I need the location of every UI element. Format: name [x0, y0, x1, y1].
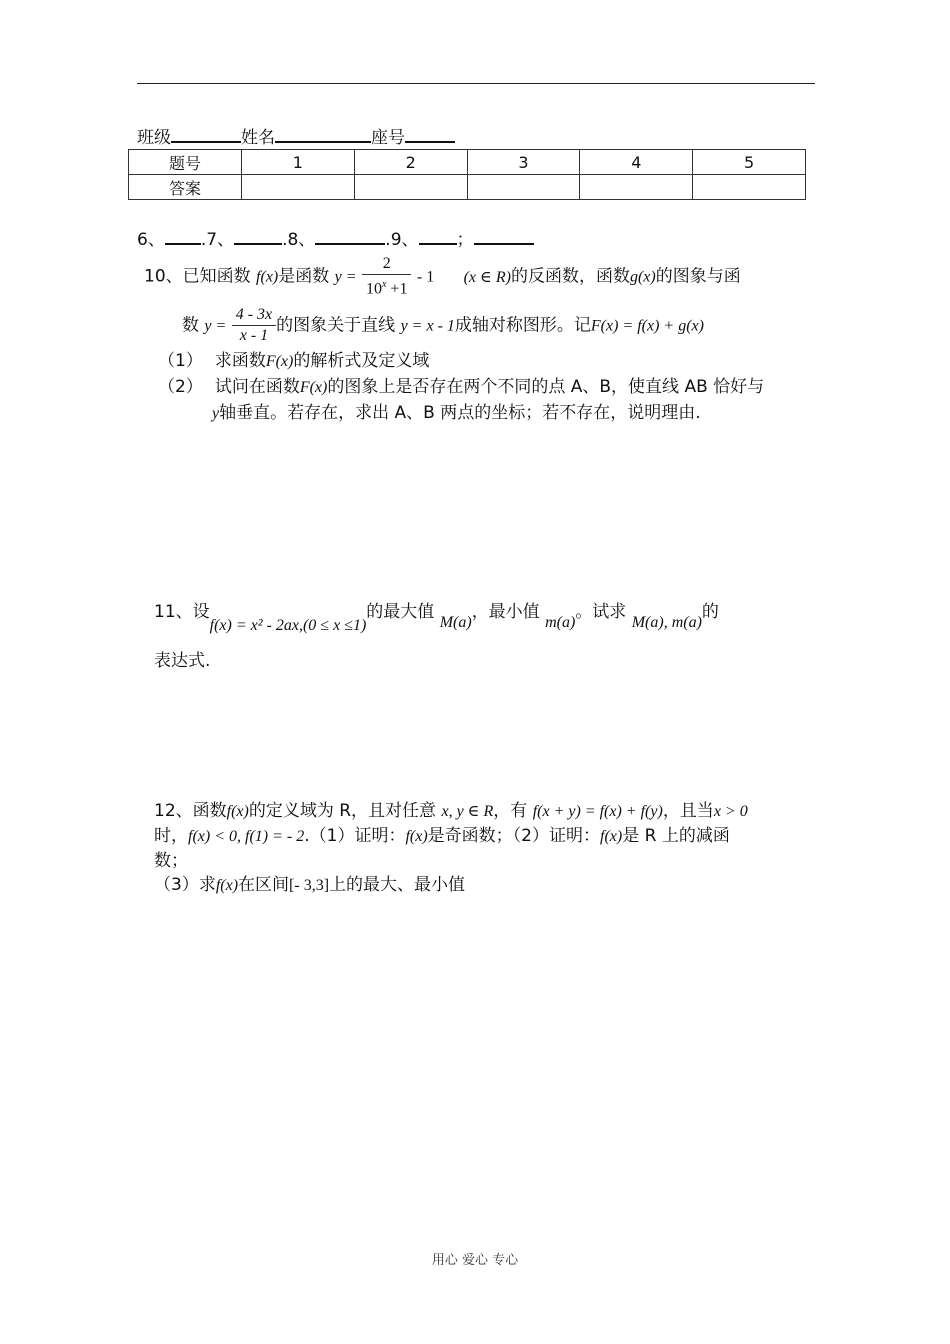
- q12-line1: [154, 801, 748, 821]
- q12-decreasing: 是 R 上的减函: [622, 826, 730, 846]
- q10-gx: g(x): [629, 268, 656, 286]
- q10-p2-line2: 轴垂直。若存在，求出 A、B 两点的坐标；若不存在，说明理由.: [219, 403, 701, 423]
- seat-label: 座号: [371, 128, 405, 148]
- q10-fraction: [362, 254, 411, 299]
- q11-line1: [154, 602, 719, 634]
- q12-p3-start: （3）求: [154, 875, 216, 895]
- q9-label: .9、: [385, 230, 419, 250]
- q12-xy: x, y ∈ R: [441, 803, 494, 820]
- q12-line3: 数；: [154, 851, 188, 871]
- question-number-cell: 1: [242, 150, 355, 175]
- header-rule: [137, 83, 815, 84]
- q10-p1-text: 求函数: [214, 351, 266, 371]
- q10-p1-tail: 的解析式及定义域: [293, 351, 430, 371]
- q10-inverse: 的反函数，函数: [510, 266, 630, 287]
- q10-fx: f(x): [256, 268, 279, 286]
- q10-p2-tail: 的图象上是否存在两个不同的点 A、B，使直线 AB 恰好与: [327, 377, 765, 397]
- class-label: 班级: [137, 128, 171, 148]
- q12-line2-start: 时，: [154, 826, 188, 846]
- q10-line1: [144, 254, 741, 299]
- name-label: 姓名: [241, 128, 275, 148]
- q10-symmetric: 的图象关于直线: [276, 315, 396, 336]
- q10-image-with: 的图象与函: [655, 266, 741, 287]
- seat-blank[interactable]: [405, 127, 455, 143]
- q10-frac2-den: x - 1: [239, 327, 269, 344]
- q12-odd: 是奇函数；（2）证明：: [427, 826, 600, 846]
- q10-minus-one: - 1: [416, 268, 435, 286]
- q11-expr: f(x) = x² - 2ax,(0 ≤ x ≤1): [209, 617, 367, 634]
- q7-label: .7、: [200, 230, 235, 250]
- q10-p1-num: （1）: [158, 351, 203, 371]
- q12-xgt0: x > 0: [713, 803, 748, 820]
- q11-Ma-ma: M(a), m(a): [631, 614, 702, 631]
- q10-p1-F: F(x): [265, 353, 294, 370]
- question-number-cell: 5: [693, 150, 806, 175]
- q11-max-label: 的最大值: [366, 602, 435, 622]
- q9-blank[interactable]: [419, 229, 457, 245]
- q10-part2: [158, 377, 764, 397]
- q11-intro: 11、设: [154, 602, 210, 622]
- page-footer: 用心 爱心 专心: [431, 1253, 519, 1268]
- q10-y-eq: y =: [334, 268, 357, 286]
- answer-table: [128, 149, 806, 200]
- q12-fx2: f(x): [405, 828, 428, 845]
- q12-additive: f(x + y) = f(x) + f(y): [532, 803, 663, 820]
- q10-line2: [182, 305, 704, 346]
- question-number-cell: 2: [354, 150, 467, 175]
- q8-blank[interactable]: [315, 229, 385, 245]
- table-row: [129, 175, 806, 200]
- q10-line2-start: 数: [182, 315, 199, 336]
- answer-cell[interactable]: [242, 175, 355, 200]
- q10-p2-text: 试问在函数: [214, 377, 300, 397]
- q8-label: .8、: [282, 230, 316, 250]
- q10-p2-num: （2）: [158, 377, 203, 397]
- q11-try: 。试求: [575, 602, 627, 622]
- q12-part3: [154, 875, 465, 895]
- answer-cell[interactable]: [693, 175, 806, 200]
- q11-Ma: M(a): [439, 614, 472, 631]
- table-row: [129, 150, 806, 175]
- q10-frac-den: [362, 275, 411, 299]
- semicolon: ；: [456, 230, 474, 250]
- q12-domain-text: 的定义域为 R，且对任意: [248, 801, 437, 821]
- q12-fx3: f(x): [600, 828, 623, 845]
- q10-den-exp: x: [381, 279, 387, 290]
- q7-blank[interactable]: [234, 229, 282, 245]
- q11-min-label: ，最小值: [471, 602, 540, 622]
- student-info-line: [137, 127, 455, 148]
- q10-part1: [158, 351, 429, 371]
- q12-p3-tail: 上的最大、最小值: [329, 875, 466, 895]
- q12-cond: f(x) < 0, f(1) = - 2: [188, 828, 305, 845]
- q10-frac2-num: 4 - 3x: [232, 305, 276, 326]
- q10-den-tail: +1: [386, 280, 408, 298]
- q10-fraction2: [232, 305, 276, 346]
- q10-frac-num: 2: [362, 254, 411, 275]
- q10-den-base: 10: [365, 280, 382, 298]
- answer-cell[interactable]: [467, 175, 580, 200]
- q12-interval-pre: 在区间: [238, 875, 290, 895]
- q10-intro: 10、已知函数: [144, 266, 251, 287]
- q10-axis-sym: 成轴对称图形。记: [454, 315, 591, 336]
- q12-proof1: .（1）证明：: [304, 826, 406, 846]
- question-number-cell: 3: [467, 150, 580, 175]
- q12-when: ，且当: [662, 801, 714, 821]
- fill-in-line: [137, 229, 534, 250]
- q10-is-func: 是函数: [278, 266, 330, 287]
- class-blank[interactable]: [171, 127, 241, 143]
- name-blank[interactable]: [275, 127, 371, 143]
- answer-cell[interactable]: [580, 175, 693, 200]
- q10-domain: (x ∈ R): [463, 268, 511, 286]
- q12-line2: [154, 826, 730, 846]
- q12-intro: 12、函数: [154, 801, 227, 821]
- answer-header: 答案: [129, 175, 242, 200]
- q12-fx: f(x): [226, 803, 249, 820]
- q10-y-eq2: y =: [204, 317, 227, 335]
- q9b-blank[interactable]: [474, 229, 534, 245]
- q6-label: 6、: [137, 230, 165, 250]
- q10-F-def: F(x) = f(x) + g(x): [590, 317, 704, 335]
- question-number-cell: 4: [580, 150, 693, 175]
- q6-blank[interactable]: [165, 229, 201, 245]
- q12-have: ，有: [493, 801, 528, 821]
- q12-interval: [- 3,3]: [289, 877, 330, 894]
- q11-ma: m(a): [545, 614, 576, 631]
- q12-fx4: f(x): [215, 877, 239, 894]
- q10-part2-line2: [212, 403, 701, 423]
- q11-line2: 表达式.: [154, 651, 211, 671]
- question-number-header: 题号: [129, 150, 242, 175]
- answer-cell[interactable]: [354, 175, 467, 200]
- q10-p2-F: F(x): [299, 379, 328, 396]
- q10-p2-y: y: [212, 405, 220, 422]
- q11-de: 的: [701, 602, 719, 622]
- q10-line-expr: y = x - 1: [400, 317, 455, 335]
